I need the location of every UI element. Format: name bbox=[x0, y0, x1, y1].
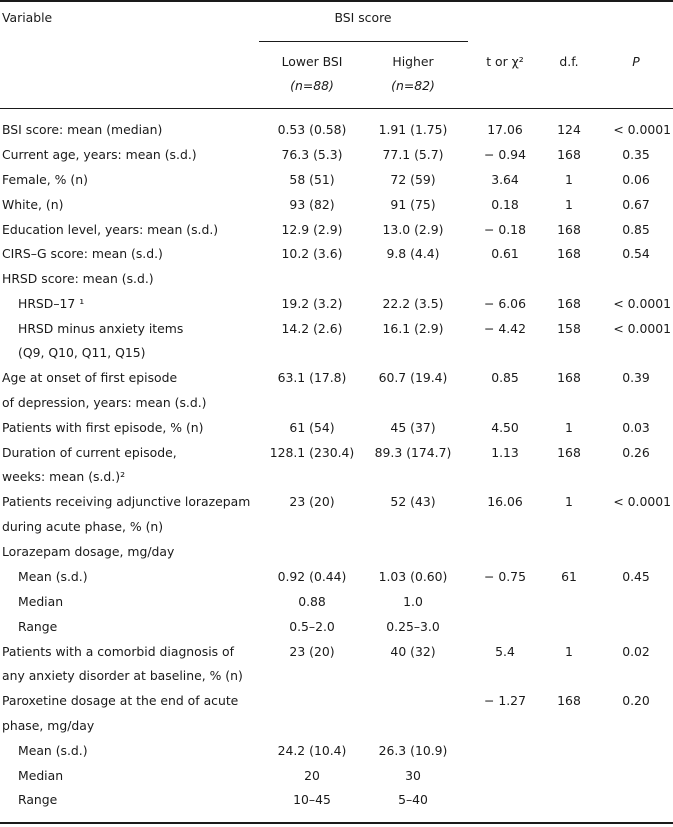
cell-stat: − 0.94 bbox=[484, 147, 526, 162]
cell-lower: 76.3 (5.3) bbox=[281, 147, 343, 162]
cell-lower: 93 (82) bbox=[289, 197, 335, 212]
row-label: Duration of current episode, bbox=[2, 445, 177, 460]
cell-higher: 45 (37) bbox=[390, 420, 436, 435]
cell-higher: 1.91 (1.75) bbox=[378, 122, 448, 137]
cell-df: 124 bbox=[557, 122, 581, 137]
header-higher: Higher bbox=[392, 54, 434, 69]
row-label: HRSD–17 ¹ bbox=[18, 296, 85, 311]
header-lower-bsi: Lower BSI bbox=[281, 54, 343, 69]
cell-higher: 72 (59) bbox=[390, 172, 436, 187]
cell-lower: 14.2 (2.6) bbox=[281, 321, 343, 336]
cell-higher: 13.0 (2.9) bbox=[382, 222, 444, 237]
row-label: White, (n) bbox=[2, 197, 64, 212]
row-label: CIRS–G score: mean (s.d.) bbox=[2, 246, 163, 261]
cell-p: < 0.0001 bbox=[613, 122, 671, 137]
row-label: Lorazepam dosage, mg/day bbox=[2, 544, 175, 559]
cell-df: 1 bbox=[565, 420, 573, 435]
cell-higher: 60.7 (19.4) bbox=[378, 370, 448, 385]
row-label: HRSD minus anxiety items bbox=[18, 321, 184, 336]
cell-higher: 91 (75) bbox=[390, 197, 436, 212]
cell-df: 158 bbox=[557, 321, 581, 336]
cell-stat: 5.4 bbox=[495, 644, 515, 659]
cell-p: 0.85 bbox=[622, 222, 650, 237]
row-label: Range bbox=[18, 619, 58, 634]
row-label: Age at onset of first episode bbox=[2, 370, 178, 385]
cell-df: 1 bbox=[565, 644, 573, 659]
cell-higher: 22.2 (3.5) bbox=[382, 296, 444, 311]
cell-p: < 0.0001 bbox=[613, 296, 671, 311]
header-stat: t or χ² bbox=[486, 54, 524, 69]
cell-stat: − 4.42 bbox=[484, 321, 526, 336]
cell-lower: 63.1 (17.8) bbox=[277, 370, 347, 385]
cell-p: 0.26 bbox=[622, 445, 650, 460]
cell-lower: 58 (51) bbox=[289, 172, 335, 187]
header-df: d.f. bbox=[559, 54, 579, 69]
row-label: Patients with first episode, % (n) bbox=[2, 420, 204, 435]
header-variable: Variable bbox=[2, 10, 53, 25]
cell-p: 0.39 bbox=[622, 370, 650, 385]
cell-lower: 23 (20) bbox=[289, 644, 335, 659]
table-bottom-rule bbox=[0, 822, 673, 824]
cell-df: 168 bbox=[557, 445, 581, 460]
cell-lower: 128.1 (230.4) bbox=[269, 445, 355, 460]
cell-stat: − 0.75 bbox=[484, 569, 526, 584]
cell-lower: 0.92 (0.44) bbox=[277, 569, 347, 584]
cell-higher: 40 (32) bbox=[390, 644, 436, 659]
cell-lower: 23 (20) bbox=[289, 494, 335, 509]
cell-higher: 1.03 (0.60) bbox=[378, 569, 448, 584]
cell-lower: 24.2 (10.4) bbox=[277, 743, 347, 758]
row-label: Paroxetine dosage at the end of acute bbox=[2, 693, 239, 708]
cell-df: 168 bbox=[557, 222, 581, 237]
cell-higher: 30 bbox=[405, 768, 421, 783]
cell-higher: 9.8 (4.4) bbox=[386, 246, 440, 261]
cell-lower: 10.2 (3.6) bbox=[281, 246, 343, 261]
cell-lower: 0.5–2.0 bbox=[289, 619, 335, 634]
row-label: Patients with a comorbid diagnosis of bbox=[2, 644, 234, 659]
cell-higher: 0.25–3.0 bbox=[386, 619, 440, 634]
row-label: Education level, years: mean (s.d.) bbox=[2, 222, 219, 237]
header-bsi-score: BSI score bbox=[334, 10, 392, 25]
cell-higher: 52 (43) bbox=[390, 494, 436, 509]
cell-higher: 26.3 (10.9) bbox=[378, 743, 448, 758]
cell-df: 1 bbox=[565, 172, 573, 187]
cell-p: 0.02 bbox=[622, 644, 650, 659]
cell-higher: 16.1 (2.9) bbox=[382, 321, 444, 336]
row-label: Patients receiving adjunctive lorazepam bbox=[2, 494, 251, 509]
cell-lower: 20 bbox=[304, 768, 320, 783]
cell-lower: 0.53 (0.58) bbox=[277, 122, 347, 137]
cell-higher: 89.3 (174.7) bbox=[374, 445, 452, 460]
table-top-rule bbox=[0, 0, 673, 2]
cell-p: 0.35 bbox=[622, 147, 650, 162]
cell-p: 0.20 bbox=[622, 693, 650, 708]
row-label: Female, % (n) bbox=[2, 172, 88, 187]
cell-df: 168 bbox=[557, 370, 581, 385]
cell-p: 0.54 bbox=[622, 246, 650, 261]
cell-df: 168 bbox=[557, 693, 581, 708]
cell-stat: 0.85 bbox=[491, 370, 519, 385]
cell-p: 0.67 bbox=[622, 197, 650, 212]
header-bottom-rule bbox=[0, 108, 673, 109]
cell-lower: 61 (54) bbox=[289, 420, 335, 435]
cell-df: 61 bbox=[561, 569, 577, 584]
cell-stat: − 0.18 bbox=[484, 222, 526, 237]
row-label: Median bbox=[18, 594, 64, 609]
row-label: Mean (s.d.) bbox=[18, 569, 88, 584]
row-label-continued: phase, mg/day bbox=[2, 718, 95, 733]
row-label: Median bbox=[18, 768, 64, 783]
cell-stat: 1.13 bbox=[491, 445, 519, 460]
cell-stat: 3.64 bbox=[491, 172, 519, 187]
cell-df: 168 bbox=[557, 246, 581, 261]
cell-lower: 10–45 bbox=[293, 792, 331, 807]
cell-df: 168 bbox=[557, 147, 581, 162]
cell-stat: 4.50 bbox=[491, 420, 519, 435]
row-label-continued: any anxiety disorder at baseline, % (n) bbox=[2, 668, 243, 683]
cell-higher: 1.0 bbox=[403, 594, 423, 609]
cell-p: < 0.0001 bbox=[613, 494, 671, 509]
cell-df: 1 bbox=[565, 197, 573, 212]
cell-lower: 12.9 (2.9) bbox=[281, 222, 343, 237]
cell-stat: 17.06 bbox=[487, 122, 523, 137]
row-label-continued: (Q9, Q10, Q11, Q15) bbox=[18, 345, 146, 360]
row-label: BSI score: mean (median) bbox=[2, 122, 163, 137]
cell-p: 0.03 bbox=[622, 420, 650, 435]
cell-stat: − 6.06 bbox=[484, 296, 526, 311]
cell-higher: 5–40 bbox=[398, 792, 428, 807]
row-label-continued: of depression, years: mean (s.d.) bbox=[2, 395, 207, 410]
header-lower-n: (n=88) bbox=[290, 78, 334, 93]
cell-stat: 16.06 bbox=[487, 494, 523, 509]
row-label-continued: weeks: mean (s.d.)² bbox=[2, 469, 126, 484]
cell-stat: 0.61 bbox=[491, 246, 519, 261]
header-p: P bbox=[632, 54, 640, 69]
row-label: Mean (s.d.) bbox=[18, 743, 88, 758]
cell-df: 1 bbox=[565, 494, 573, 509]
cell-higher: 77.1 (5.7) bbox=[382, 147, 444, 162]
cell-p: < 0.0001 bbox=[613, 321, 671, 336]
cell-p: 0.45 bbox=[622, 569, 650, 584]
row-label-continued: during acute phase, % (n) bbox=[2, 519, 164, 534]
row-label: Range bbox=[18, 792, 58, 807]
cell-lower: 0.88 bbox=[298, 594, 326, 609]
row-label: Current age, years: mean (s.d.) bbox=[2, 147, 197, 162]
header-higher-n: (n=82) bbox=[391, 78, 435, 93]
row-label: HRSD score: mean (s.d.) bbox=[2, 271, 154, 286]
header-span-rule bbox=[259, 41, 468, 42]
cell-stat: − 1.27 bbox=[484, 693, 526, 708]
cell-stat: 0.18 bbox=[491, 197, 519, 212]
cell-df: 168 bbox=[557, 296, 581, 311]
cell-lower: 19.2 (3.2) bbox=[281, 296, 343, 311]
cell-p: 0.06 bbox=[622, 172, 650, 187]
